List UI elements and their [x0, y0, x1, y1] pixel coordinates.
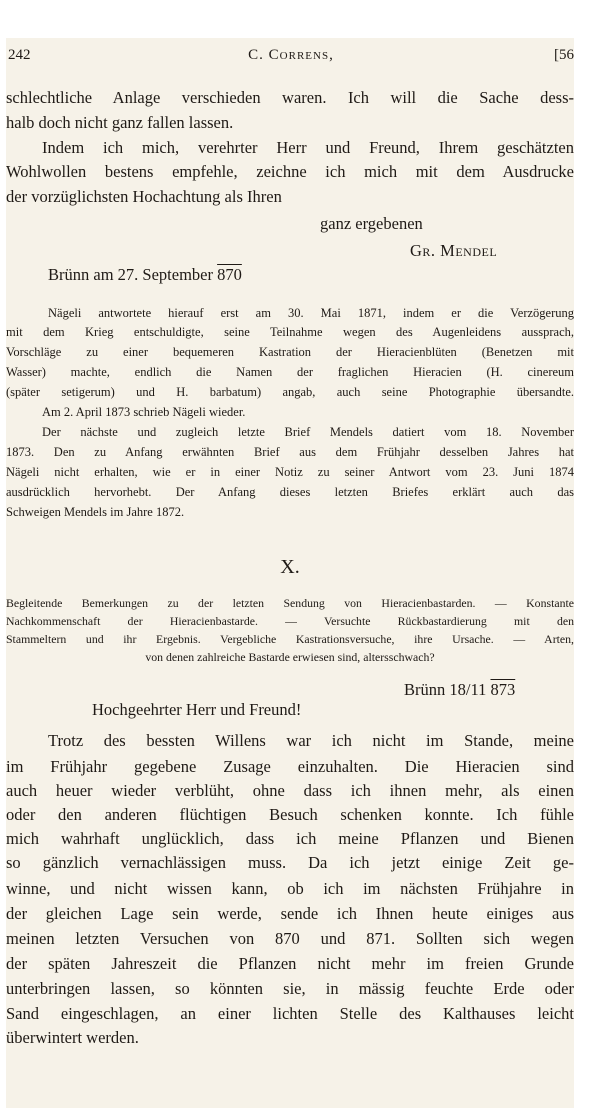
text-line: der späten Jahreszeit die Pflanzen nicht mehr im freien Grunde: [6, 954, 574, 973]
text-line: meinen letzten Versuchen von 870 und 871. Sollten sich wegen: [6, 929, 574, 948]
date-year: 870: [217, 265, 242, 284]
text-line: so gänzlich vernachlässigen muss. Da ich jetzt einige Zeit ge-: [6, 853, 574, 872]
text-line: im Frühjahr gegebene Zusage einzuhalten. Die Hieracien sind: [6, 757, 574, 776]
summary-line: Begleitende Bemerkungen zu der letzten Sendung von Hieracienbastarden. — Konstante: [6, 596, 574, 610]
date-year: 873: [490, 680, 516, 699]
text-line: überwintert werden.: [6, 1028, 139, 1047]
note-line: Schweigen Mendels im Jahre 1872.: [6, 505, 185, 519]
text-line: auch heuer wieder verblüht, ohne dass ich ihnen mehr, als einen: [6, 781, 574, 800]
running-author: C. Correns,: [248, 47, 334, 63]
text-line: der gleichen Lage sein werde, sende ich Ihnen heute einiges aus: [6, 904, 574, 923]
text-line: mich wahrhaft unglücklich, dass ich meine Pflanzen und Bienen: [6, 829, 574, 848]
salutation: Hochgeehrter Herr und Freund!: [92, 700, 302, 719]
letter-date: [404, 680, 574, 700]
date-text: Brünn 18/11: [404, 680, 491, 699]
note-line: ausdrücklich hervorhebt. Der Anfang dieses letzten Briefes erklärt auch das: [6, 485, 574, 499]
text-line: Sand eingeschlagen, an einer lichten Stelle des Kalthauses leicht: [6, 1004, 574, 1023]
signature: Gr. Mendel: [410, 241, 498, 260]
text-line: oder den anderen flüchtigen Besuch schenken konnte. Ich fühle: [6, 805, 574, 824]
text-line: Trotz des bessten Willens war ich nicht im Stande, meine: [48, 731, 574, 750]
date-text: Brünn am 27. September: [48, 265, 218, 284]
section-numeral: X.: [280, 556, 300, 578]
text-line: winne, und nicht wissen kann, ob ich im nächsten Frühjahre in: [6, 879, 574, 898]
summary-line: Stammeltern und ihr Ergebnis. Vergebliche Kastrationsversuche, ihre Ursache. — Arten,: [6, 632, 574, 646]
text-line: unterbringen lassen, so könnten sie, in mässig feuchte Erde oder: [6, 979, 574, 998]
text-line: halb doch nicht ganz fallen lassen.: [6, 113, 234, 132]
summary-line: Nachkommenschaft der Hieracienbastarde. — Versuchte Rückbastardierung mit den: [6, 614, 574, 628]
closing: ganz ergebenen: [320, 214, 423, 233]
note-line: mit dem Krieg entschuldigte, seine Teilnahme wegen des Augenleidens aussprach,: [6, 325, 574, 339]
text-line: der vorzüglichsten Hochachtung als Ihren: [6, 187, 282, 206]
note-line: Wasser) machte, endlich die Namen der fraglichen Hieracien (H. cinereum: [6, 365, 574, 379]
note-line: Der nächste und zugleich letzte Brief Mendels datiert vom 18. November: [42, 425, 574, 439]
note-line: Nägeli nicht erhalten, wie er in einer Notiz zu seiner Antwort vom 23. Juni 1874: [6, 465, 574, 479]
text-line: Indem ich mich, verehrter Herr und Freund, Ihrem geschätzten: [42, 138, 574, 157]
running-header: [8, 47, 574, 67]
text-line: schlechtliche Anlage verschieden waren. Ich will die Sache dess-: [6, 88, 574, 107]
note-line: Vorschläge zu einer bequemeren Kastration der Hieracienblüten (Benetzen mit: [6, 345, 574, 359]
summary-line: von denen zahlreiche Bastarde erwiesen sind, altersschwach?: [145, 650, 435, 664]
page-number: 242: [8, 47, 31, 63]
text-line: Wohlwollen bestens empfehle, zeichne ich mich mit dem Ausdrucke: [6, 162, 574, 181]
letter-date: [48, 265, 448, 285]
note-line: 1873. Den zu Anfang erwähnten Brief aus dem Frühjahr desselben Jahres hat: [6, 445, 574, 459]
note-line: (später setigerum) und H. barbatum) angab, auch seine Photographie übersandte.: [6, 385, 574, 399]
note-line: Am 2. April 1873 schrieb Nägeli wieder.: [42, 405, 246, 419]
note-line: Nägeli antwortete hierauf erst am 30. Mai 1871, indem er die Verzögerung: [48, 306, 574, 320]
section-marker: [56: [554, 47, 574, 63]
